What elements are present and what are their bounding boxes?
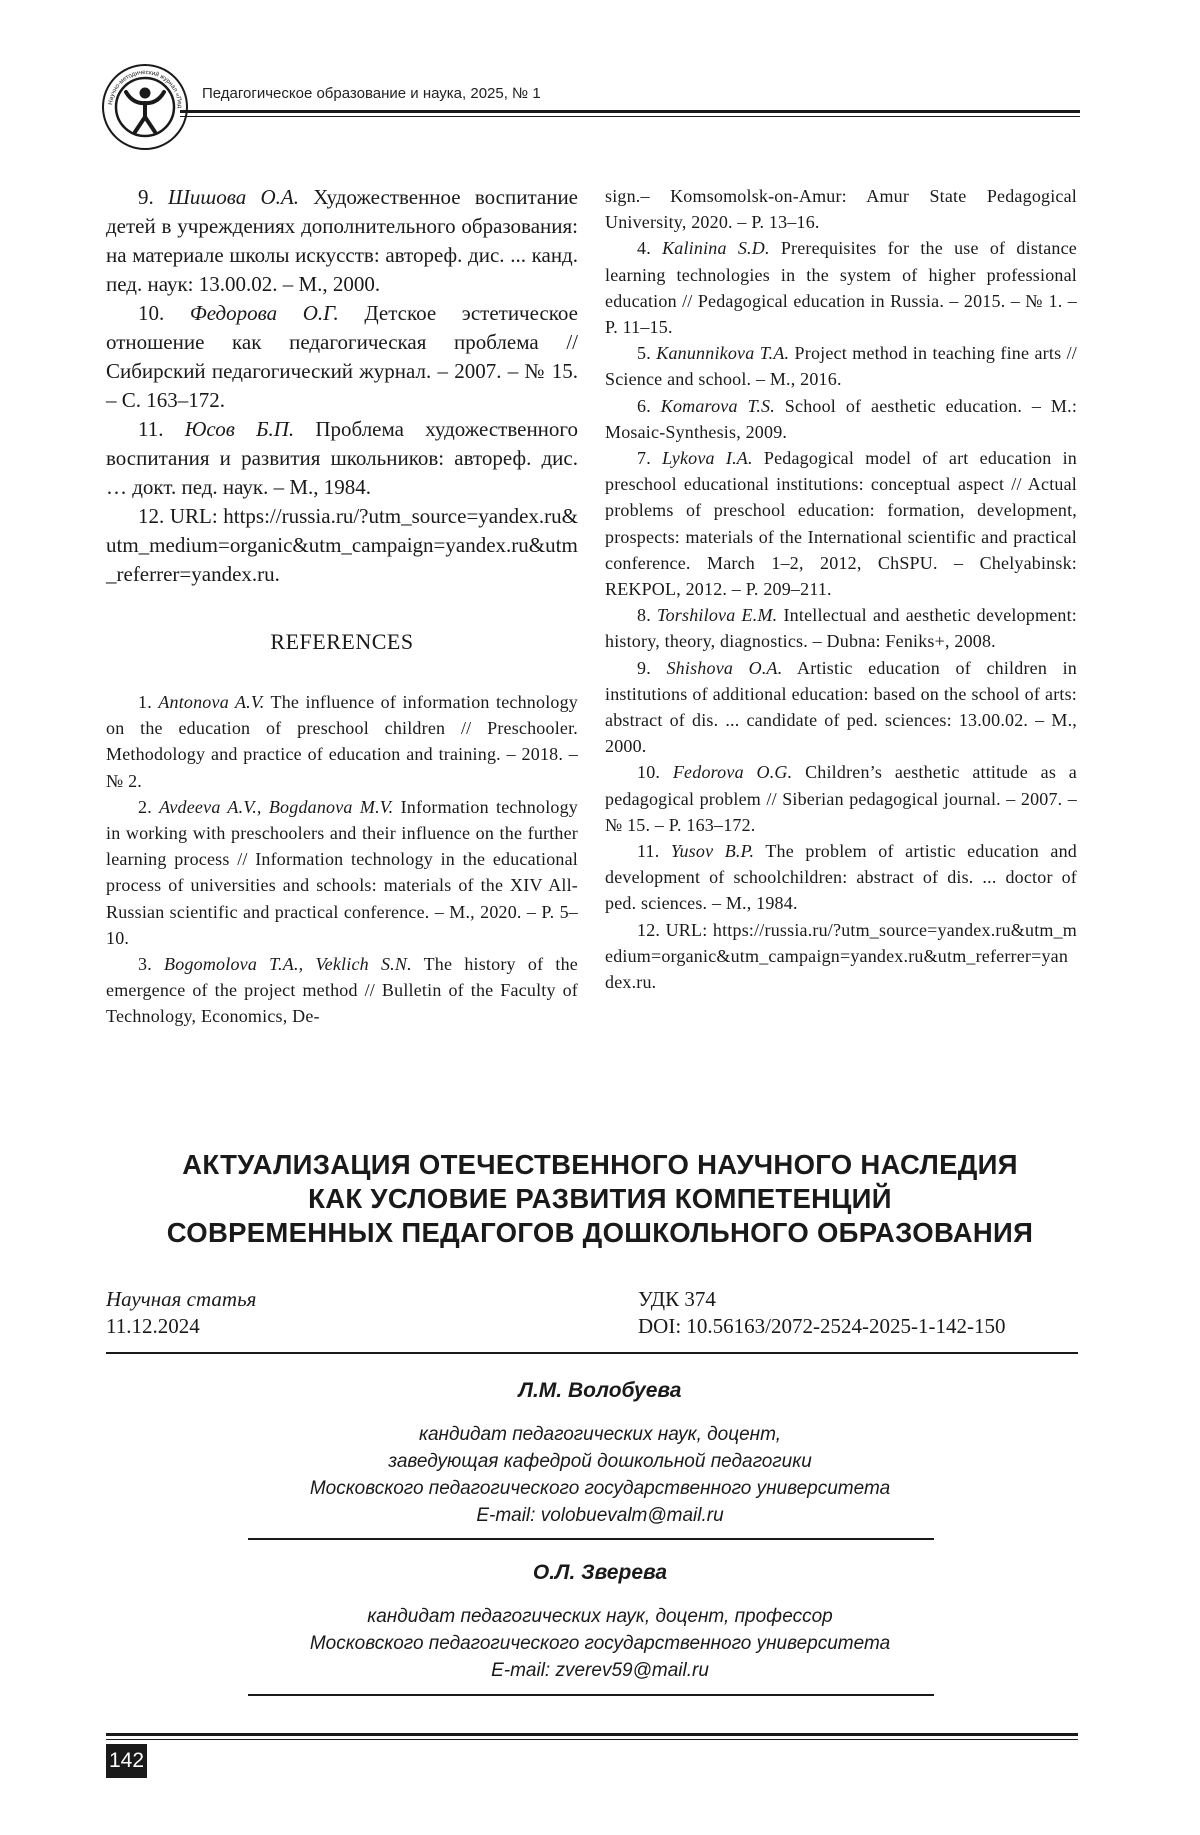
right-column [605,183,1077,995]
footer-rule-thin [106,1739,1078,1740]
reference-item: 7. Lykova I.A. Pedagogical model of art education in preschool educational institutions: conceptual aspect // Actual problems of preschool education: formation, development, prospects: materials of the International scientific and practical conference. March 1–2, 2012, ChSPU. – Chelyabinsk: REKPOL, 2012. – P. 209–211. [605,448,1078,600]
reference-item: 11. Юсов Б.П. Проблема художественного воспитания и развития школьников: автореф. дис. … докт. пед. наук. – М., 1984. [106,417,579,499]
reference-item: 11. Yusov B.P. The problem of artistic education and development of schoolchildren: abstract of dis. ... doctor of ped. sciences. – M., 1984. [605,841,1078,914]
page-number: 142 [106,1744,147,1778]
author-email: E-mail: zverev59@mail.ru [491,1660,709,1681]
reference-item: 10. Fedorova O.G. Children’s aesthetic attitude as a pedagogical problem // Siberian pedagogical journal. – 2007. – № 15. – P. 163–172. [605,762,1077,835]
article-meta-left [106,1286,256,1340]
reference-item: 3. Bogomolova T.A., Veklich S.N. The history of the emergence of the project method // Bulletin of the Faculty of Technology, Economics, De- [106,954,578,1027]
header-rule [180,110,1080,113]
article-title-line: СОВРЕМЕННЫХ ПЕДАГОГОВ ДОШКОЛЬНОГО ОБРАЗОВАНИЯ [166,1217,1034,1248]
article-title-line: АКТУАЛИЗАЦИЯ ОТЕЧЕСТВЕННОГО НАУЧНОГО НАСЛЕДИЯ [182,1149,1018,1180]
svg-text:Научно-методический журнал «Пе: Научно-методический журнал «Пед [107,68,184,109]
reference-item: 4. Kalinina S.D. Prerequisites for the use of distance learning technologies in the system of higher professional education // Pedagogical education in Russia. – 2015. – № 1. – P. 11–15. [605,238,1077,338]
reference-item: 6. Komarova T.S. School of aesthetic education. – M.: Mosaic-Synthesis, 2009. [605,395,1078,442]
reference-item: 8. Torshilova E.M. Intellectual and aesthetic development: history, theory, diagnostics. – Dubna: Feniks+, 2008. [605,605,1077,652]
article-meta-right [638,1286,1005,1340]
author-block [200,1377,1000,1529]
author-affiliation: кандидат педагогических наук, доцент, заведующая кафедрой дошкольной педагогики Московского педагогического государственного университета E-mail: volobuevalm@mail.ru [200,1421,1000,1529]
reference-item: 1. Antonova A.V. The influence of information technology on the education of preschool children // Preschooler. Methodology and practice of education and training. – 2018. – № 2. [106,692,578,791]
reference-item: 12. URL: https://russia.ru/?utm_source=yandex.ru&utm_medium=organic&utm_campaign=yandex.ru&utm_referrer=yandex.ru. [106,504,579,586]
reference-item: 5. Kanunnikova T.A. Project method in teaching fine arts // Science and school. – M., 2016. [605,343,1077,390]
article-type: Научная статья [106,1287,257,1311]
doi: DOI: 10.56163/2072-2524-2025-1-142-150 [638,1314,1006,1338]
article-title [60,1148,1140,1250]
reference-item: 10. Федорова О.Г. Детское эстетическое отношение как педагогическая проблема // Сибирский педагогический журнал. – 2007. – № 15. – С. 163–172. [106,301,578,412]
author-name: О.Л. Зверева [532,1561,668,1584]
article-title-line: КАК УСЛОВИЕ РАЗВИТИЯ КОМПЕТЕНЦИЙ [308,1183,892,1214]
left-column [106,183,578,1030]
reference-item: 2. Avdeeva A.V., Bogdanova M.V. Information technology in working with preschoolers and their influence on the further learning process // Information technology in the educational process of universities and schools: materials of the XIV All-Russian scientific and practical conference. – M., 2020. – P. 5–10. [106,796,579,948]
journal-logo-icon [100,62,190,152]
reference-item: 9. Shishova O.A. Artistic education of children in institutions of additional education: based on the school of arts: abstract of dis. ... candidate of ped. sciences: 13.00.02. – M., 2000. [605,657,1078,757]
udk-code: УДК 374 [638,1287,716,1311]
author-rule [248,1694,934,1696]
author-affiliation: кандидат педагогических наук, доцент, профессор Московского педагогического государственного университета E-mail: zverev59@mail.ru [200,1603,1000,1684]
article-date: 11.12.2024 [106,1314,200,1338]
references-heading: REFERENCES [270,629,414,654]
author-email: E-mail: volobuevalm@mail.ru [476,1505,724,1526]
author-name: Л.М. Волобуева [518,1379,682,1402]
footer-rule [106,1733,1078,1736]
meta-rule [106,1352,1078,1354]
author-block [200,1559,1000,1684]
reference-item: 12. URL: https://russia.ru/?utm_source=yandex.ru&utm_medium=organic&utm_campaign=yandex.ru&utm_referrer=yandex.ru. [605,919,1077,993]
author-rule [248,1538,934,1540]
reference-continuation: sign.– Komsomolsk-on-Amur: Amur State Pedagogical University, 2020. – P. 13–16. [605,186,1077,233]
reference-item: 9. Шишова О.А. Художественное воспитание детей в учреждениях дополнительного образования: на материале школы искусств: автореф. дис. ... канд. пед. наук: 13.00.02. – М., 2000. [106,185,579,296]
header-rule-thin [180,116,1080,117]
running-head: Педагогическое образование и наука, 2025, № 1 [202,85,541,102]
